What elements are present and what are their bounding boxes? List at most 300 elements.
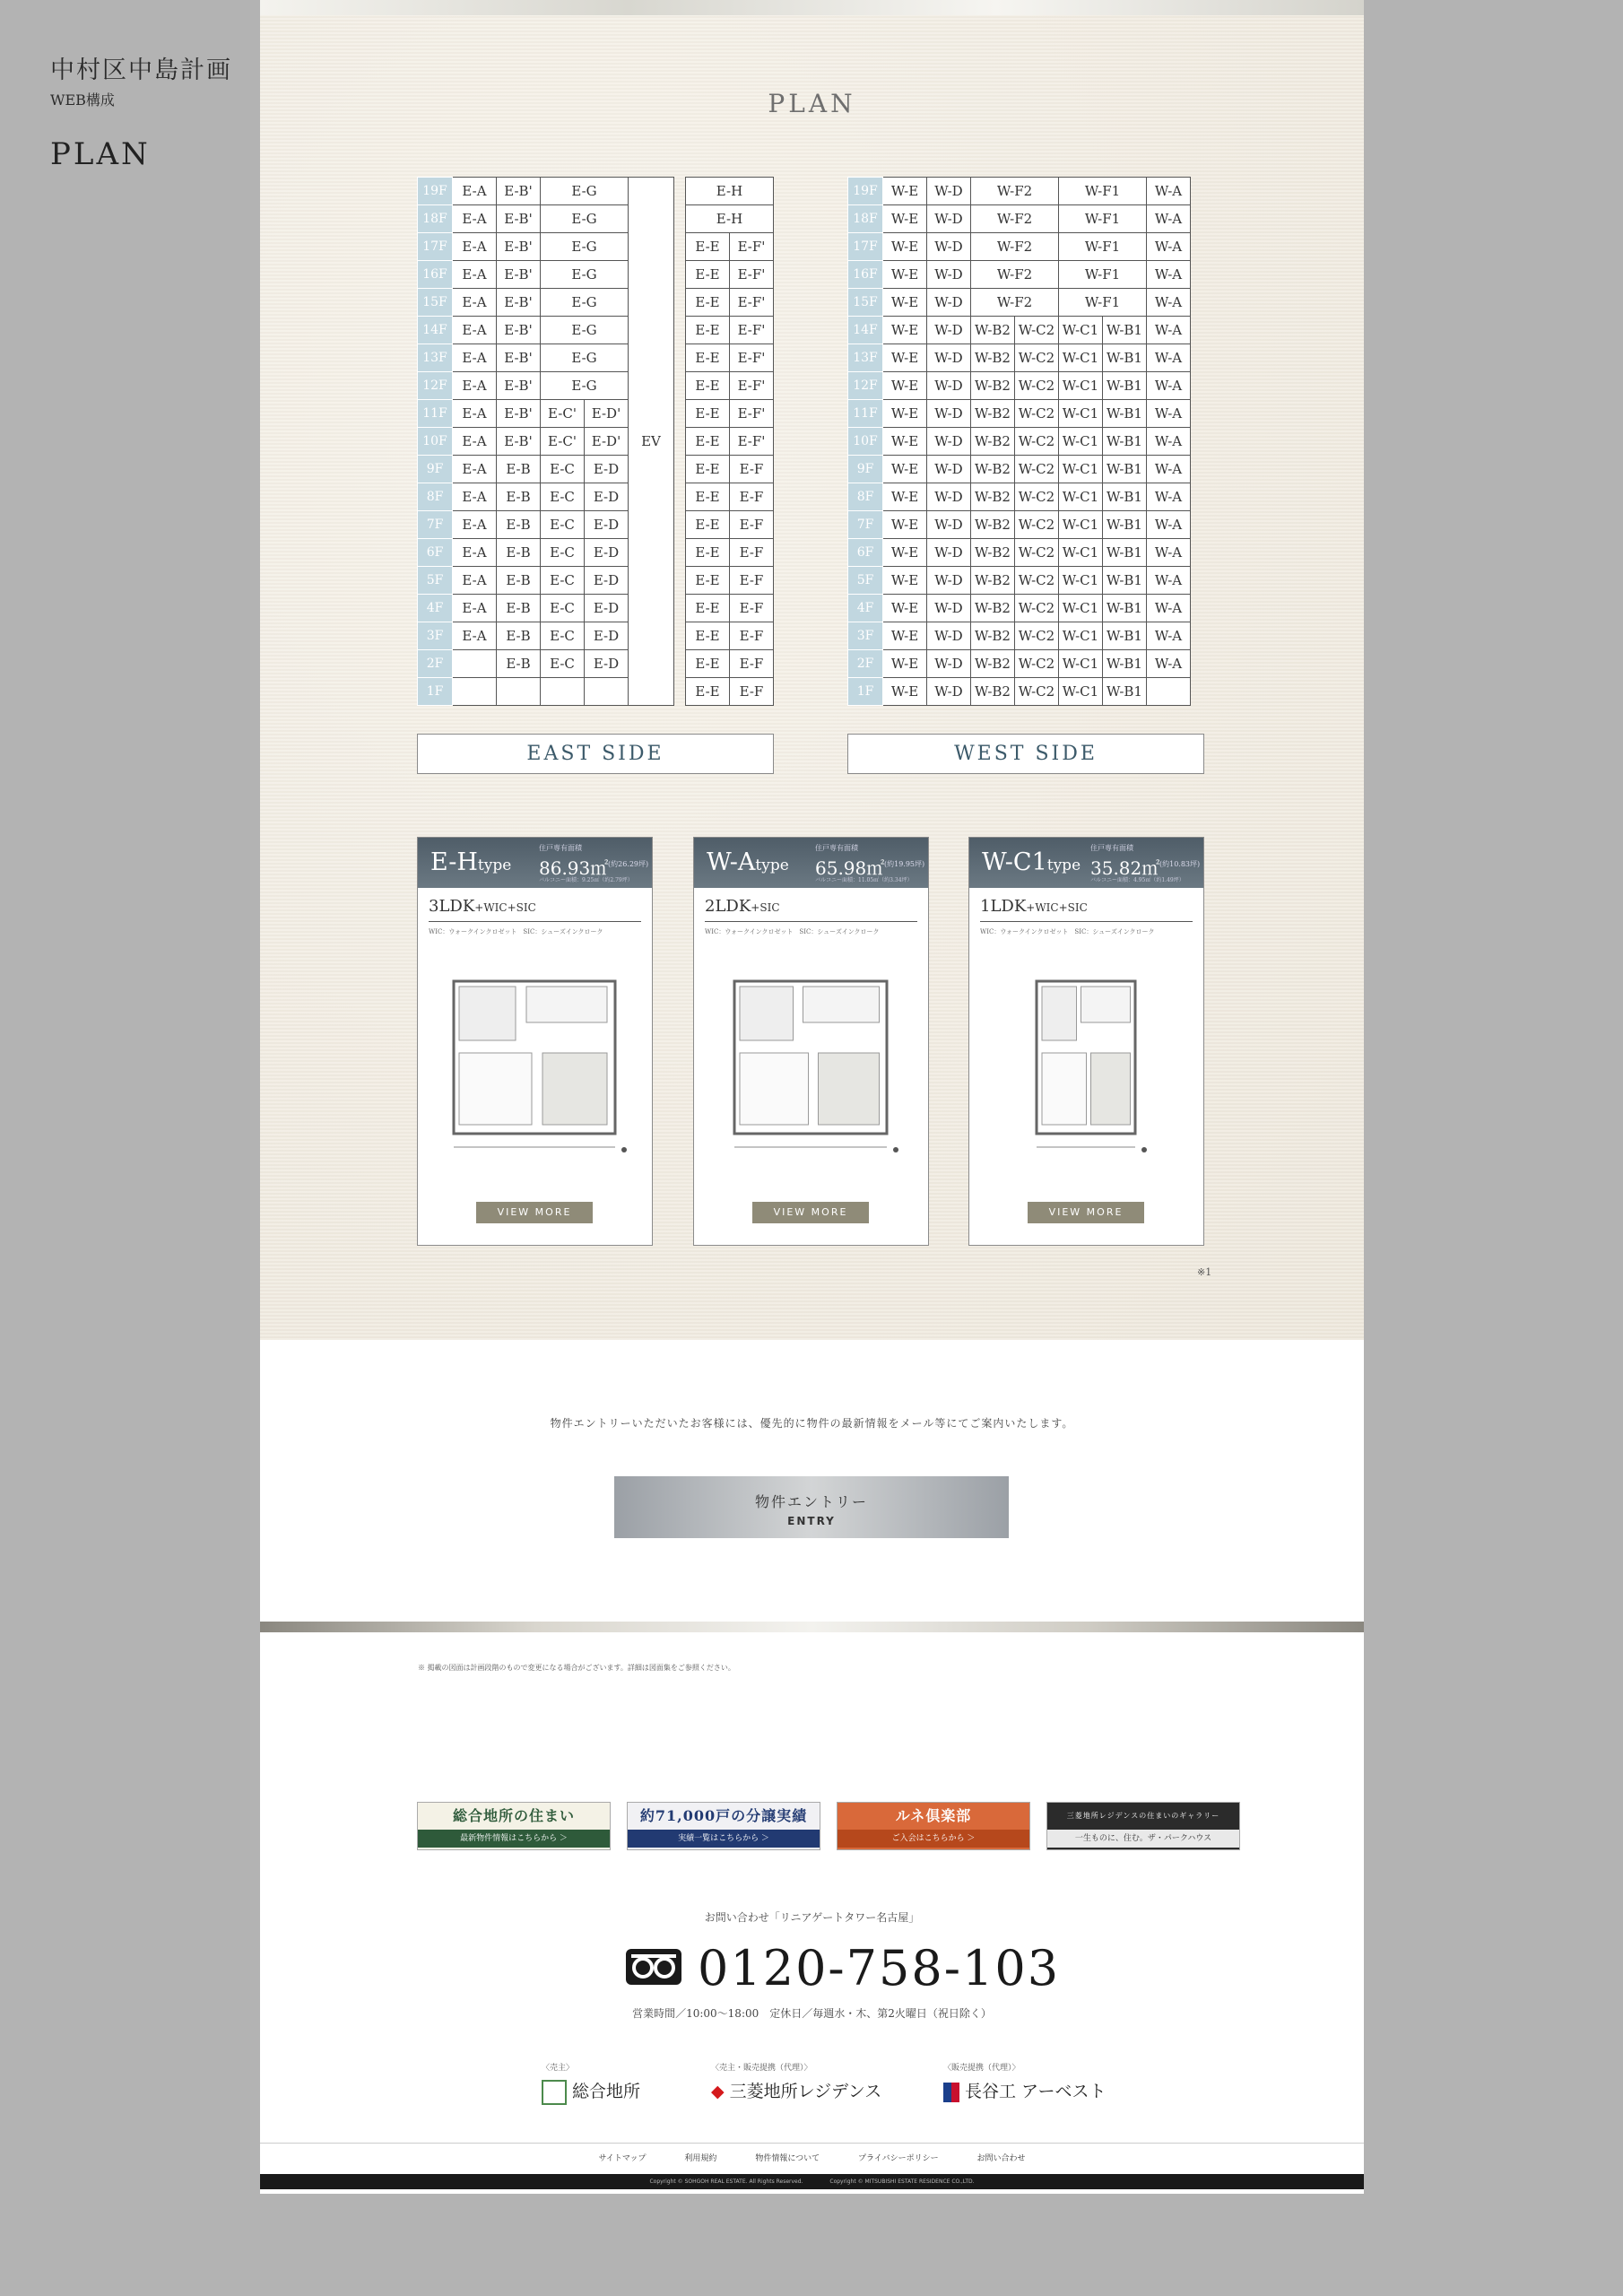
unit-cell: E-C (541, 650, 585, 678)
floor-row (848, 567, 1191, 595)
floor-label: 1F (848, 678, 883, 706)
unit-cell: E-F (730, 622, 774, 650)
unit-cell: W-C2 (1015, 400, 1059, 428)
unit-cell (453, 650, 497, 678)
floor-label: 2F (848, 650, 883, 678)
unit-cell: E-H (686, 205, 774, 233)
unit-cell: W-C2 (1015, 372, 1059, 400)
card-header (694, 838, 928, 888)
floor-row (418, 372, 774, 400)
card-balcony-area: バルコニー面積：4.95㎡（約1.49坪） (1090, 877, 1185, 883)
west-side-button[interactable]: WEST SIDE (847, 734, 1204, 774)
unit-cell: W-B2 (971, 567, 1015, 595)
unit-cell: W-D (927, 511, 971, 539)
unit-cell: E-G (541, 205, 629, 233)
floor-label: 18F (418, 205, 453, 233)
unit-cell (1147, 678, 1191, 706)
unit-cell: E-D (585, 539, 629, 567)
unit-cell: E-A (453, 483, 497, 511)
unit-cell: E-A (453, 539, 497, 567)
entry-button-sublabel: ENTRY (787, 1515, 836, 1527)
view-more-button[interactable]: VIEW MORE (1028, 1202, 1144, 1223)
unit-cell: W-B1 (1103, 456, 1147, 483)
main-page (260, 0, 1364, 2194)
unit-cell: W-F2 (971, 205, 1059, 233)
card-ldk: 1LDK+WIC+SIC (980, 897, 1193, 922)
footer-link-contact[interactable]: お問い合わせ (976, 2154, 1026, 2163)
unit-cell: W-A (1147, 650, 1191, 678)
unit-cell: W-C2 (1015, 650, 1059, 678)
floor-row (848, 178, 1191, 205)
unit-cell: E-B (497, 567, 541, 595)
floor-label: 6F (418, 539, 453, 567)
unit-cell: W-C2 (1015, 483, 1059, 511)
unit-cell: W-B2 (971, 456, 1015, 483)
floor-label: 8F (418, 483, 453, 511)
entry-button[interactable] (614, 1476, 1009, 1538)
unit-cell: E-G (541, 289, 629, 317)
unit-cell: W-C1 (1059, 483, 1103, 511)
unit-cell: W-B2 (971, 539, 1015, 567)
unit-cell: E-F (730, 539, 774, 567)
floor-row (848, 400, 1191, 428)
unit-cell: W-A (1147, 456, 1191, 483)
floor-label: 14F (418, 317, 453, 344)
company-logo-mitsubishi: ◆ 三菱地所レジデンス (711, 2082, 882, 2101)
unit-cell (453, 678, 497, 706)
unit-cell: W-E (883, 178, 927, 205)
floor-label: 15F (848, 289, 883, 317)
banner-title: 総合地所の住まい (452, 1807, 575, 1824)
unit-cell: E-D (585, 622, 629, 650)
unit-cell: W-A (1147, 372, 1191, 400)
floor-row (848, 511, 1191, 539)
unit-cell: E-G (541, 233, 629, 261)
view-more-button[interactable]: VIEW MORE (476, 1202, 593, 1223)
unit-cell: E-E (686, 622, 730, 650)
floor-label: 2F (418, 650, 453, 678)
unit-cell: E-A (453, 233, 497, 261)
unit-cell: W-D (927, 178, 971, 205)
unit-cell: E-E (686, 511, 730, 539)
unit-cell: W-E (883, 344, 927, 372)
unit-cell: W-B2 (971, 511, 1015, 539)
unit-cell: E-C (541, 567, 585, 595)
unit-cell: W-D (927, 372, 971, 400)
card-area-tsubo: (約10.83坪) (1159, 860, 1201, 868)
unit-cell: E-B' (497, 344, 541, 372)
card-header (418, 838, 652, 888)
unit-cell: E-A (453, 289, 497, 317)
card-ldk: 2LDK+SIC (705, 897, 917, 922)
section-label: PLAN (50, 136, 151, 172)
unit-cell: E-G (541, 344, 629, 372)
unit-cell: W-F2 (971, 289, 1059, 317)
unit-cell: W-A (1147, 400, 1191, 428)
project-name: 中村区中島計画 (50, 57, 232, 84)
floor-plan-drawing (987, 954, 1185, 1161)
floor-label: 17F (418, 233, 453, 261)
unit-cell: W-B1 (1103, 539, 1147, 567)
plan-card-w-a[interactable] (693, 837, 929, 1246)
unit-cell: E-E (686, 595, 730, 622)
unit-cell: W-E (883, 483, 927, 511)
plan-title: PLAN (768, 89, 856, 118)
floor-label: 18F (848, 205, 883, 233)
unit-cell: E-D (585, 567, 629, 595)
unit-cell: W-D (927, 317, 971, 344)
company-logo-sohgoh: 総合地所 (542, 2078, 640, 2105)
unit-cell: E-G (541, 372, 629, 400)
unit-cell (497, 678, 541, 706)
west-floor-table (847, 177, 1191, 706)
company-agent[interactable] (943, 2061, 1106, 2102)
business-hours: 営業時間／10:00〜18:00 定休日／毎週水・木、第2火曜日（祝日除く） (632, 2007, 992, 2020)
unit-cell: W-B1 (1103, 678, 1147, 706)
unit-cell: W-D (927, 595, 971, 622)
unit-cell: W-E (883, 567, 927, 595)
unit-cell: E-B' (497, 178, 541, 205)
floor-label: 3F (418, 622, 453, 650)
unit-cell: E-E (686, 344, 730, 372)
unit-cell: W-D (927, 539, 971, 567)
floor-row (418, 233, 774, 261)
unit-cell: W-D (927, 650, 971, 678)
unit-cell: W-D (927, 233, 971, 261)
unit-cell: W-E (883, 205, 927, 233)
unit-cell: E-A (453, 567, 497, 595)
unit-cell: E-G (541, 261, 629, 289)
unit-cell: W-E (883, 511, 927, 539)
floor-row (848, 344, 1191, 372)
floor-row (418, 483, 774, 511)
floor-row (418, 317, 774, 344)
card-type: W-C1type (982, 848, 1081, 876)
floor-label: 4F (848, 595, 883, 622)
card-area-label: 住戸専有面積 (539, 844, 582, 852)
floor-label: 13F (848, 344, 883, 372)
unit-cell: W-B2 (971, 317, 1015, 344)
unit-cell: W-C2 (1015, 511, 1059, 539)
unit-cell: W-B1 (1103, 483, 1147, 511)
unit-cell: W-B1 (1103, 372, 1147, 400)
unit-cell: W-B1 (1103, 567, 1147, 595)
floor-label: 10F (848, 428, 883, 456)
floor-label: 15F (418, 289, 453, 317)
floor-label: 19F (418, 178, 453, 205)
unit-cell: E-G (541, 178, 629, 205)
unit-cell: W-B1 (1103, 595, 1147, 622)
unit-cell: E-A (453, 428, 497, 456)
unit-cell: W-E (883, 372, 927, 400)
unit-cell: W-C1 (1059, 511, 1103, 539)
unit-cell: W-C1 (1059, 400, 1103, 428)
card-type: E-Htype (430, 848, 512, 876)
unit-cell: E-E (686, 372, 730, 400)
unit-cell (585, 678, 629, 706)
floor-label: 1F (418, 678, 453, 706)
floor-row (848, 289, 1191, 317)
unit-cell: W-B1 (1103, 428, 1147, 456)
unit-cell: E-A (453, 622, 497, 650)
unit-cell: W-C1 (1059, 344, 1103, 372)
unit-cell: W-D (927, 483, 971, 511)
unit-cell: W-C2 (1015, 567, 1059, 595)
company-seller[interactable] (542, 2061, 640, 2105)
unit-cell: W-F1 (1059, 233, 1147, 261)
east-floor-table (417, 177, 774, 706)
unit-cell: W-D (927, 261, 971, 289)
unit-cell: E-A (453, 178, 497, 205)
floor-row (418, 539, 774, 567)
unit-cell: E-E (686, 650, 730, 678)
floor-label: 5F (418, 567, 453, 595)
floor-row (418, 261, 774, 289)
copyright-sohgoh: Copyright © SOHGOH REAL ESTATE. All Rights Reserved. (649, 2179, 803, 2185)
floor-row (848, 456, 1191, 483)
footer-link-property-info[interactable]: 物件情報について (755, 2154, 820, 2163)
east-side-button[interactable]: EAST SIDE (417, 734, 774, 774)
floor-label: 16F (848, 261, 883, 289)
unit-cell: W-C1 (1059, 567, 1103, 595)
banner-sohgoh-homes[interactable] (417, 1802, 611, 1850)
floor-label: 10F (418, 428, 453, 456)
free-dial-icon (626, 1949, 681, 1985)
entry-button-label: 物件エントリー (754, 1493, 868, 1510)
company-logo-haseko: 長谷工 アーベスト (943, 2078, 1106, 2102)
banner-mitsubishi-gallery[interactable] (1046, 1802, 1240, 1850)
unit-cell: E-B' (497, 400, 541, 428)
floor-label: 9F (418, 456, 453, 483)
unit-cell: E-B' (497, 289, 541, 317)
unit-cell: E-B' (497, 428, 541, 456)
haseko-icon (943, 2083, 959, 2102)
unit-cell: W-D (927, 400, 971, 428)
unit-cell: E-D' (585, 428, 629, 456)
unit-cell: W-F1 (1059, 178, 1147, 205)
unit-cell: E-E (686, 400, 730, 428)
card-area: 65.98㎡ (815, 857, 885, 879)
card-abbrev-note: WIC：ウォークインクロゼット SIC：シューズインクローク (705, 928, 880, 935)
company-seller-agent[interactable] (711, 2061, 881, 2102)
unit-cell: W-B2 (971, 678, 1015, 706)
floor-row (418, 511, 774, 539)
unit-cell: W-B2 (971, 595, 1015, 622)
unit-cell: E-C (541, 539, 585, 567)
unit-cell: W-D (927, 205, 971, 233)
unit-cell: W-D (927, 567, 971, 595)
unit-cell: E-C (541, 483, 585, 511)
floor-row (418, 456, 774, 483)
unit-cell: W-C2 (1015, 456, 1059, 483)
unit-cell: W-C1 (1059, 678, 1103, 706)
unit-cell: W-A (1147, 233, 1191, 261)
footer-link-terms[interactable]: 利用規約 (684, 2154, 717, 2163)
elevator-cell: EV (629, 178, 674, 706)
unit-cell: E-D (585, 483, 629, 511)
unit-cell: E-F' (730, 372, 774, 400)
unit-cell: W-C1 (1059, 622, 1103, 650)
unit-cell: W-C2 (1015, 539, 1059, 567)
banner-title: 約71,000戸の分譲実績 (639, 1807, 808, 1824)
unit-cell: W-C2 (1015, 678, 1059, 706)
unit-cell: E-F' (730, 428, 774, 456)
unit-cell: E-E (686, 456, 730, 483)
unit-cell: E-A (453, 595, 497, 622)
unit-cell: W-B2 (971, 400, 1015, 428)
unit-cell: E-B' (497, 317, 541, 344)
floor-label: 11F (848, 400, 883, 428)
unit-cell: E-B (497, 622, 541, 650)
unit-cell: W-D (927, 289, 971, 317)
unit-cell: W-A (1147, 289, 1191, 317)
table-gap (674, 178, 686, 706)
floor-plan-drawing (436, 954, 633, 1161)
unit-cell: W-E (883, 595, 927, 622)
contact-label: お問い合わせ「リニアゲートタワー名古屋」 (704, 1911, 920, 1924)
unit-cell: E-G (541, 317, 629, 344)
card-header (969, 838, 1203, 888)
unit-cell: E-B (497, 650, 541, 678)
unit-cell: W-E (883, 289, 927, 317)
unit-cell: E-F' (730, 317, 774, 344)
footer-link-privacy[interactable]: プライバシーポリシー (858, 2154, 939, 2163)
unit-cell: E-B' (497, 233, 541, 261)
unit-cell: E-F' (730, 344, 774, 372)
unit-cell (541, 678, 585, 706)
phone-number: 0120-758-103 (698, 1940, 1061, 1996)
floor-label: 7F (418, 511, 453, 539)
unit-cell: E-F' (730, 400, 774, 428)
floor-row (418, 289, 774, 317)
unit-cell: W-B1 (1103, 650, 1147, 678)
card-type: W-Atype (707, 848, 789, 876)
unit-cell: W-C1 (1059, 650, 1103, 678)
company-role: 〈販売提携（代理）〉 (943, 2064, 1020, 2073)
floor-label: 5F (848, 567, 883, 595)
project-sub: WEB構成 (50, 91, 115, 109)
card-area-tsubo: (約26.29坪) (608, 860, 649, 868)
unit-cell: W-D (927, 678, 971, 706)
unit-cell: E-C (541, 456, 585, 483)
unit-cell: E-F (730, 456, 774, 483)
unit-cell: E-C' (541, 428, 585, 456)
floor-label: 12F (848, 372, 883, 400)
unit-cell: E-E (686, 317, 730, 344)
floor-label: 16F (418, 261, 453, 289)
unit-cell: E-A (453, 317, 497, 344)
unit-cell: E-B (497, 483, 541, 511)
banner-rune-club[interactable] (837, 1802, 1030, 1850)
unit-cell: W-A (1147, 178, 1191, 205)
floor-label: 17F (848, 233, 883, 261)
plan-card-e-h[interactable] (417, 837, 653, 1246)
unit-cell: W-B1 (1103, 622, 1147, 650)
banner-title: ルネ倶楽部 (895, 1807, 972, 1824)
sohgoh-icon (542, 2080, 567, 2105)
unit-cell: E-E (686, 261, 730, 289)
footer-links (260, 2152, 1364, 2163)
card-area-tsubo: (約19.95坪) (884, 860, 925, 868)
unit-cell: W-E (883, 678, 927, 706)
unit-cell: E-B' (497, 372, 541, 400)
unit-cell: E-F (730, 483, 774, 511)
unit-cell: E-A (453, 400, 497, 428)
banner-title: 三菱地所レジデンスの住まいのギャラリー (1066, 1812, 1220, 1820)
unit-cell: E-C (541, 511, 585, 539)
copyright-mitsubishi: Copyright © MITSUBISHI ESTATE RESIDENCE CO.,LTD. (829, 2179, 975, 2185)
unit-cell: E-A (453, 344, 497, 372)
floor-label: 7F (848, 511, 883, 539)
banner-sales-record[interactable] (627, 1802, 820, 1850)
unit-cell: E-B' (497, 261, 541, 289)
unit-cell: W-C2 (1015, 622, 1059, 650)
floor-row (418, 400, 774, 428)
company-role: 〈売主・販売提携（代理）〉 (711, 2064, 812, 2073)
unit-cell: W-E (883, 428, 927, 456)
plan-card-w-c1[interactable] (968, 837, 1204, 1246)
unit-cell: E-F' (730, 233, 774, 261)
unit-cell: W-B2 (971, 372, 1015, 400)
unit-cell: W-E (883, 456, 927, 483)
unit-cell: E-D (585, 595, 629, 622)
footer-divider (260, 2143, 1364, 2144)
card-area-label: 住戸専有面積 (815, 844, 858, 852)
floor-row (418, 178, 774, 205)
unit-cell: W-F1 (1059, 205, 1147, 233)
floor-row (418, 344, 774, 372)
unit-cell: W-A (1147, 205, 1191, 233)
unit-cell: E-A (453, 511, 497, 539)
unit-cell: E-E (686, 567, 730, 595)
unit-cell: W-A (1147, 539, 1191, 567)
banner-caption: 最新物件情報はこちらから ＞ (418, 1830, 610, 1848)
mitsubishi-icon: ◆ (711, 2082, 725, 2101)
floor-label: 14F (848, 317, 883, 344)
unit-cell: W-A (1147, 428, 1191, 456)
unit-cell: E-A (453, 372, 497, 400)
unit-cell: E-A (453, 261, 497, 289)
unit-cell: E-E (686, 539, 730, 567)
view-more-button[interactable]: VIEW MORE (752, 1202, 869, 1223)
top-strip (260, 0, 1364, 15)
unit-cell: W-C1 (1059, 595, 1103, 622)
floor-row (848, 622, 1191, 650)
unit-cell: W-A (1147, 567, 1191, 595)
floor-row (848, 233, 1191, 261)
unit-cell: E-F (730, 595, 774, 622)
footer-link-sitemap[interactable]: サイトマップ (598, 2154, 647, 2163)
copyright-bar (260, 2174, 1364, 2189)
unit-cell: E-A (453, 456, 497, 483)
unit-cell: E-D (585, 456, 629, 483)
floor-row (848, 428, 1191, 456)
unit-cell: W-A (1147, 622, 1191, 650)
unit-cell: W-A (1147, 344, 1191, 372)
card-abbrev-note: WIC：ウォークインクロゼット SIC：シューズインクローク (429, 928, 603, 935)
card-balcony-area: バルコニー面積：9.25㎡（約2.79坪） (539, 877, 633, 883)
unit-cell: W-C1 (1059, 317, 1103, 344)
unit-cell: E-E (686, 289, 730, 317)
unit-cell: W-B1 (1103, 344, 1147, 372)
unit-cell: W-E (883, 317, 927, 344)
card-area: 86.93㎡ (539, 857, 609, 879)
floor-row (848, 539, 1191, 567)
unit-cell: E-E (686, 428, 730, 456)
unit-cell: W-E (883, 622, 927, 650)
unit-cell: W-E (883, 650, 927, 678)
floor-label: 6F (848, 539, 883, 567)
